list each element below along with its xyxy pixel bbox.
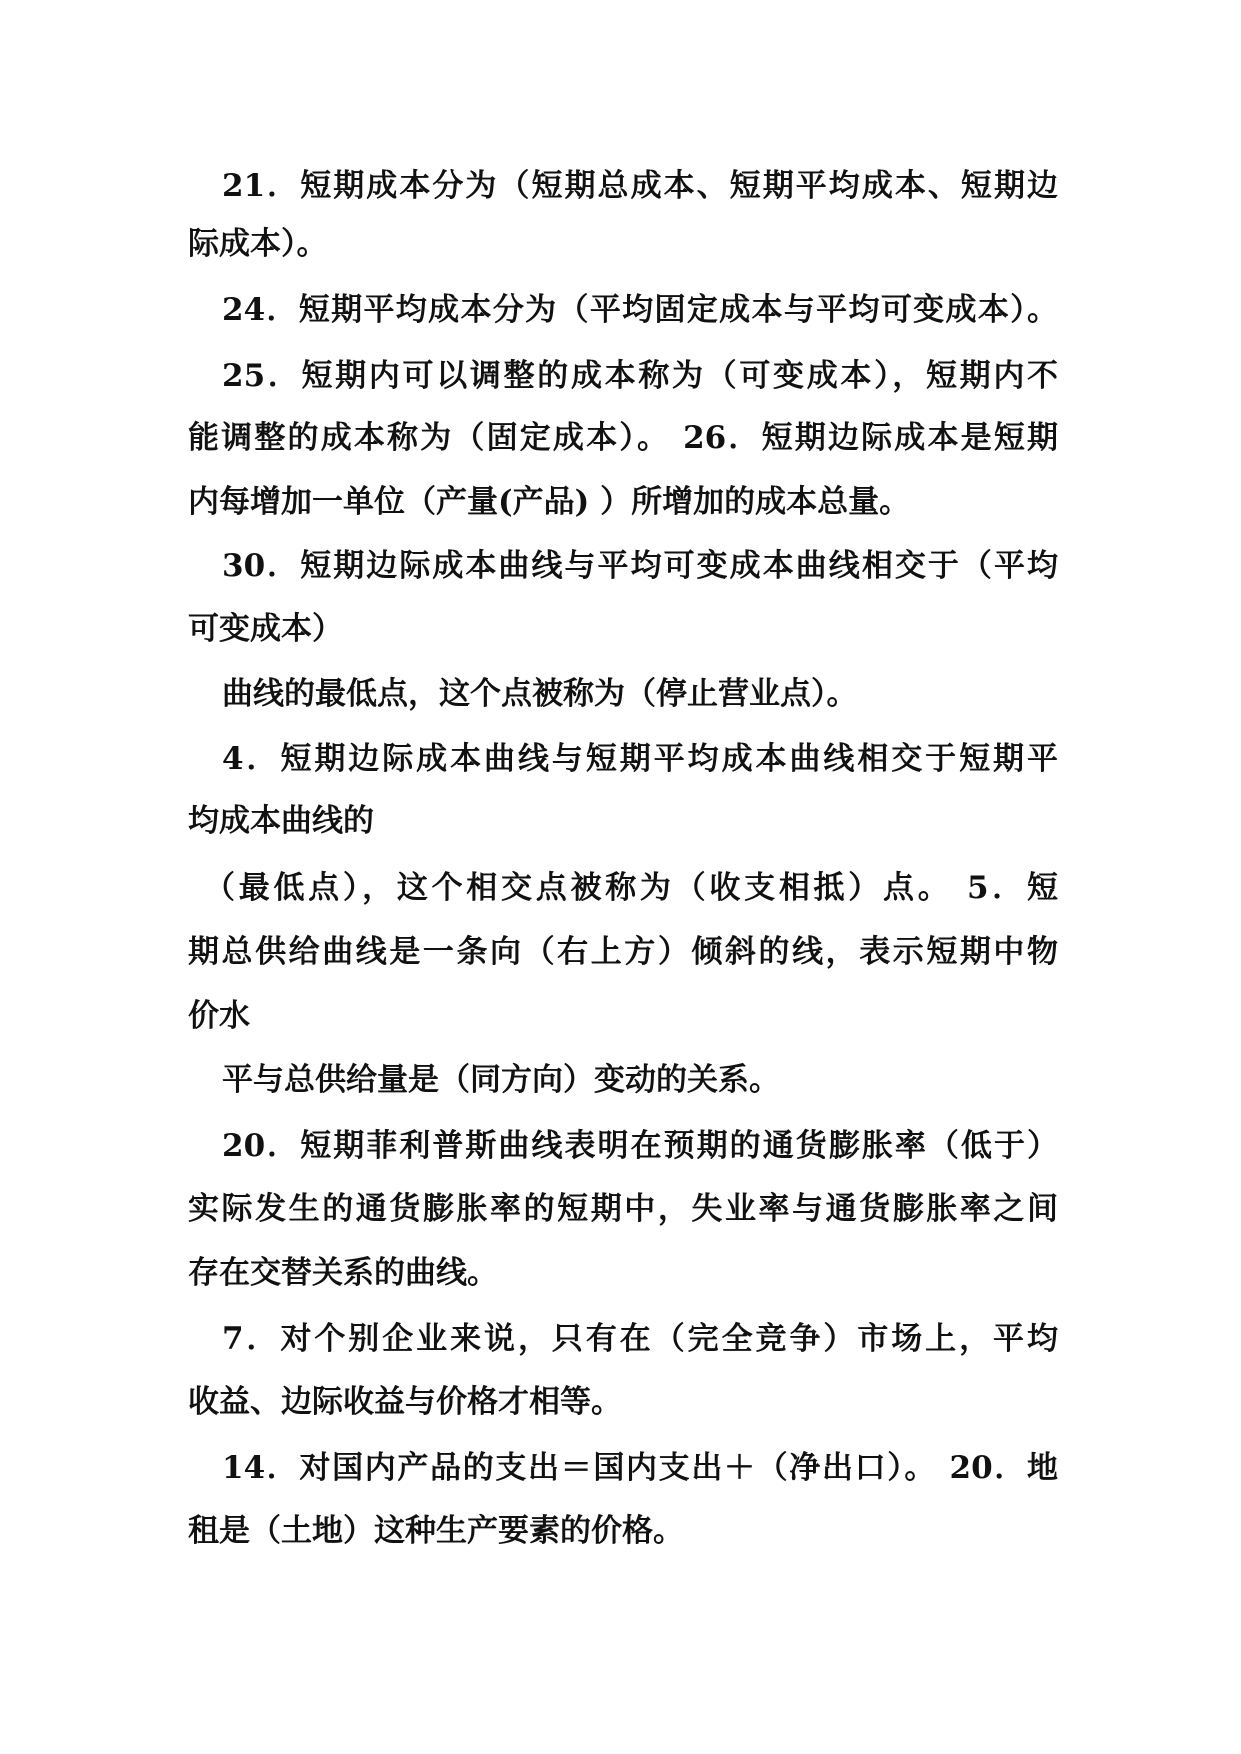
text-line: 能调整的成本称为（固定成本）。 26．短期边际成本是短期 bbox=[188, 420, 1058, 456]
text-line: 7．对个别企业来说，只有在（完全竞争）市场上，平均 bbox=[222, 1321, 1058, 1357]
text-line: 价水 bbox=[188, 998, 250, 1034]
text-line: （最低点），这个相交点被称为（收支相抵）点。 5．短 bbox=[204, 870, 1058, 906]
text-line: 收益、边际收益与价格才相等。 bbox=[188, 1384, 622, 1420]
text-line: 30．短期边际成本曲线与平均可变成本曲线相交于（平均 bbox=[222, 548, 1058, 584]
text-line: 平与总供给量是（同方向）变动的关系。 bbox=[222, 1062, 780, 1098]
text-line: 24．短期平均成本分为（平均固定成本与平均可变成本）。 bbox=[222, 292, 1058, 328]
text-line: 租是（土地）这种生产要素的价格。 bbox=[188, 1513, 684, 1549]
text-line: 均成本曲线的 bbox=[188, 803, 374, 839]
text-line: 曲线的最低点，这个点被称为（停止营业点）。 bbox=[222, 676, 858, 712]
text-line: 内每增加一单位（产量(产品) ）所增加的成本总量。 bbox=[188, 484, 911, 520]
text-line: 14．对国内产品的支出＝国内支出＋（净出口）。 20．地 bbox=[222, 1450, 1058, 1486]
text-line: 存在交替关系的曲线。 bbox=[188, 1255, 498, 1291]
text-line: 21．短期成本分为（短期总成本、短期平均成本、短期边 bbox=[222, 168, 1058, 204]
text-line: 际成本）。 bbox=[188, 226, 328, 262]
text-line: 可变成本） bbox=[188, 611, 343, 647]
text-line: 4．短期边际成本曲线与短期平均成本曲线相交于短期平 bbox=[222, 741, 1058, 777]
text-line: 25．短期内可以调整的成本称为（可变成本），短期内不 bbox=[222, 358, 1058, 394]
text-line: 实际发生的通货膨胀率的短期中，失业率与通货膨胀率之间 bbox=[188, 1191, 1058, 1227]
text-line: 20．短期菲利普斯曲线表明在预期的通货膨胀率（低于） bbox=[222, 1128, 1058, 1164]
text-line: 期总供给曲线是一条向（右上方）倾斜的线，表示短期中物 bbox=[188, 934, 1058, 970]
